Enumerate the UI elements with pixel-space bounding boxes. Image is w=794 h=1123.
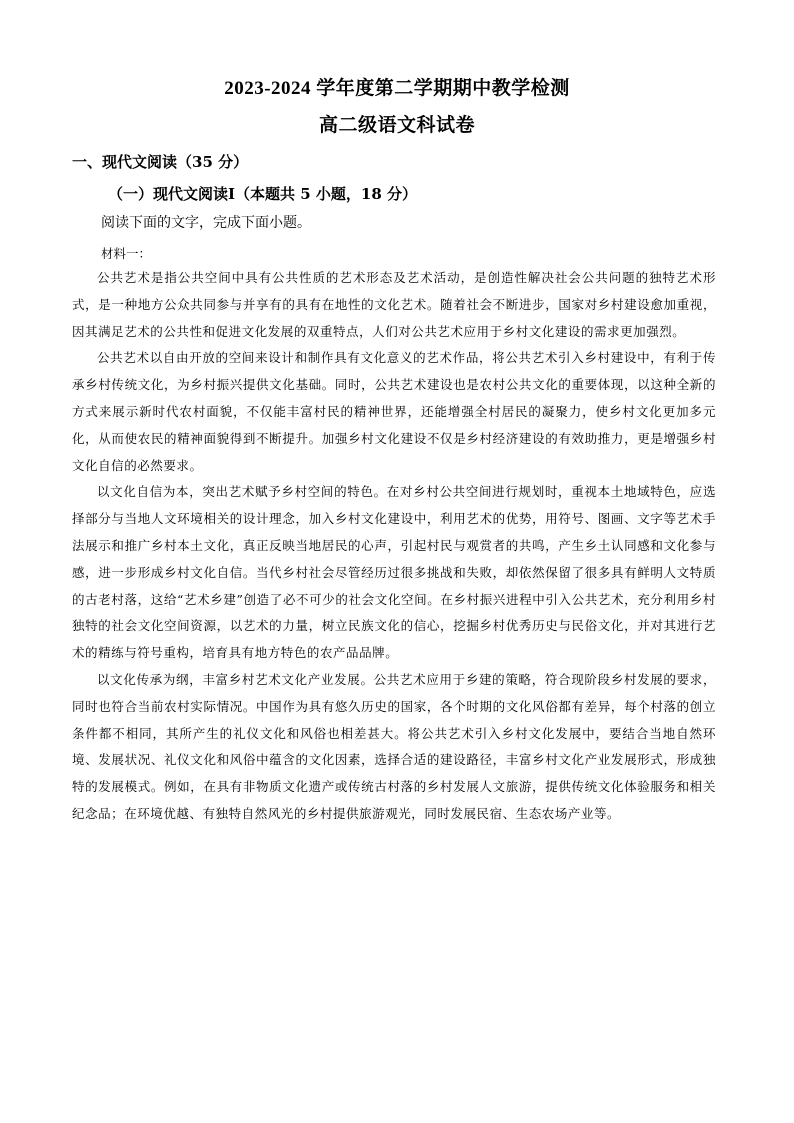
section-heading: 一、现代文阅读（35 分）	[72, 153, 249, 171]
material-label: 材料一：	[101, 246, 152, 261]
exam-subtitle: 高二级语文科试卷	[318, 115, 475, 136]
passage-body	[72, 265, 716, 828]
paragraph: 以文化传承为纲，丰富乡村艺术文化产业发展。公共艺术应用于乡建的策略，符合现阶段乡村发展的要求，同时也符合当前农村实际情况。中国作为具有悠久历史的国家，各个时期的文化风俗都有差异，每个村落的创立条件都不相同，其所产生的礼仪文化和风俗也相差甚大。将公共艺术引入乡村文化发展中，要结合当地自然环境、发展状况、礼仪文化和风俗中蕴含的文化因素，选择合适的建设路径，丰富乡村文化产业发展形式，形成独特的发展模式。例如，在具有非物质文化遗产或传统古村落的乡村发展人文旅游，提供传统文化体验服务和相关纪念品；在环境优越、有独特自然风光的乡村提供旅游观光，同时发展民宿、生态农场产业等。	[72, 671, 716, 821]
paragraph: 以文化自信为本，突出艺术赋予乡村空间的特色。在对乡村公共空间进行规划时，重视本土地域特色，应选择部分与当地人文环境相关的设计理念，加入乡村文化建设中，利用艺术的优势，用符号、图画、文字等艺术手法展示和推广乡村本土文化，真正反映当地居民的心声，引起村民与观赏者的共鸣，产生乡土认同感和文化参与感，进一步形成乡村文化自信。当代乡村社会尽管经历过很多挑战和失败，却依然保留了很多具有鲜明人文特质的古老村落，这给“艺术乡建”创造了必不可少的社会文化空间。在乡村振兴进程中引入公共艺术，充分利用乡村独特的社会文化空间资源，以艺术的力量，树立民族文化的信心，挖掘乡村优秀历史与民俗文化，并对其进行艺术的精练与符号重构，培育具有地方特色的农产品品牌。	[72, 484, 716, 661]
reading-instruction: 阅读下面的文字，完成下面小题。	[101, 215, 311, 231]
paragraph: 公共艺术以自由开放的空间来设计和制作具有文化意义的艺术作品，将公共艺术引入乡村建设中，有利于传承乡村传统文化，为乡村振兴提供文化基础。同时，公共艺术建设也是农村公共文化的重要体现，以这种全新的方式来展示新时代农村面貌，不仅能丰富村民的精神世界，还能增强全村居民的凝聚力，使乡村文化更加多元化，从而使农民的精神面貌得到不断提升。加强乡村文化建设不仅是乡村经济建设的有效助推力，更是增强乡村文化自信的必然要求。	[72, 350, 716, 473]
subsection-heading: （一）现代文阅读Ⅰ（本题共 5 小题，18 分）	[108, 185, 417, 203]
paragraph: 公共艺术是指公共空间中具有公共性质的艺术形态及艺术活动，是创造性解决社会公共问题的独特艺术形式，是一种地方公众共同参与并享有的具有在地性的文化艺术。随着社会不断进步，国家对乡村建设愈加重视，因其满足艺术的公共性和促进文化发展的双重特点，人们对公共艺术应用于乡村文化建设的需求更加强烈。	[72, 270, 716, 339]
exam-title: 2023-2024 学年度第二学期期中教学检测	[224, 78, 570, 99]
